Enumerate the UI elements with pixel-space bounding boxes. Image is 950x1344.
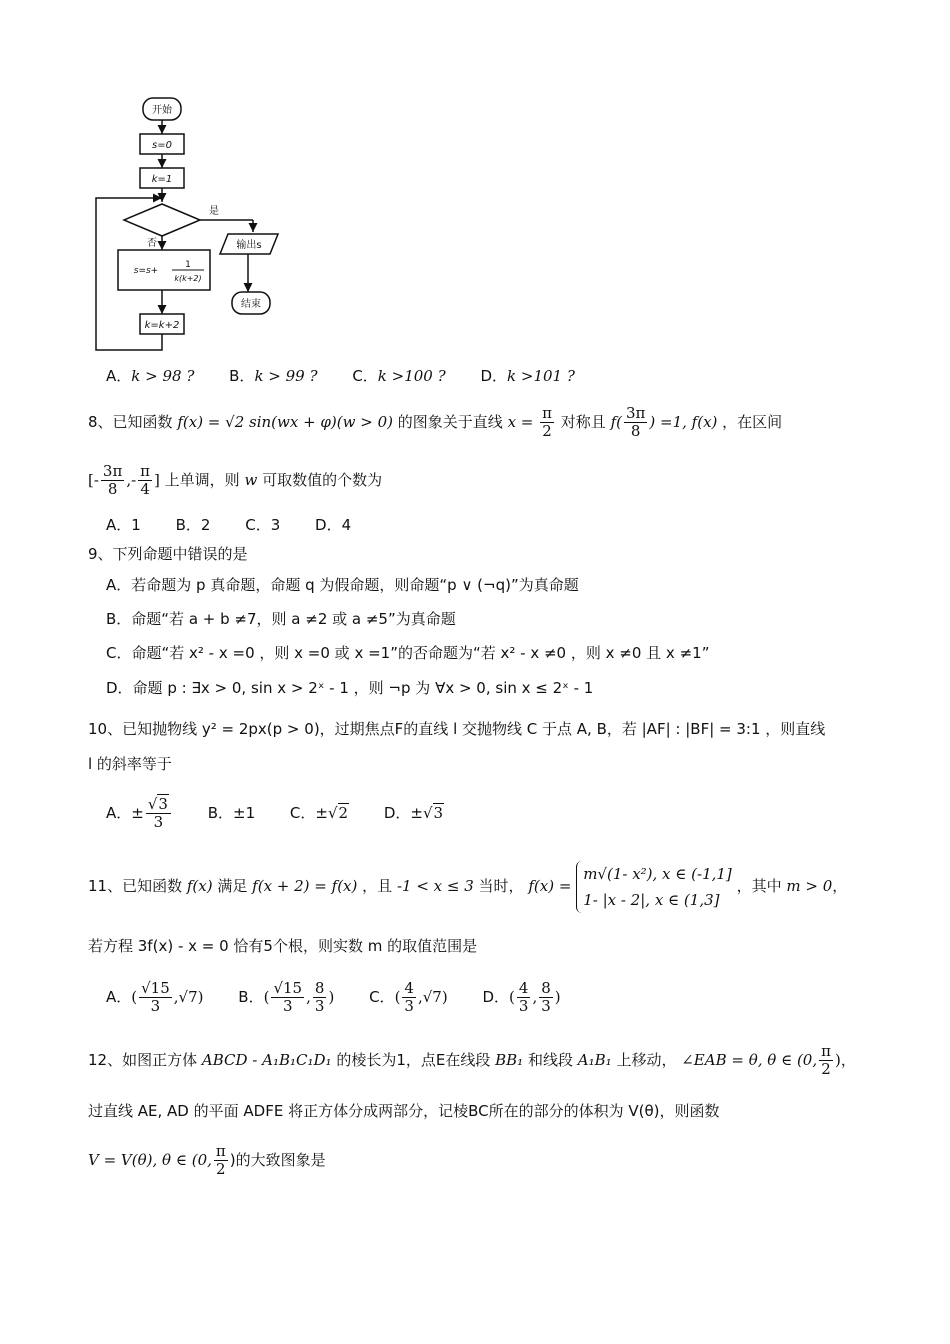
q9-option-d: D．命题 p : ∃x > 0, sin x > 2ˣ - 1 ，则 ¬p 为 ∀x > 0, sin x ≤ 2ˣ - 1 — [106, 679, 594, 697]
q8-interval-close: ] — [154, 471, 160, 489]
q8-prefix: 8、已知函数 — [88, 413, 173, 431]
q11-option-c: C．( $\frac{4}{3}$ ,√7) — [369, 979, 448, 1015]
q12-v-func: V = V(θ), θ ∈ (0, — [88, 1151, 212, 1169]
q12-text-d: 上移动， — [616, 1051, 677, 1069]
flow-update-k-text: k=k+2 — [144, 320, 180, 331]
q8-text1: 的图象关于直线 — [397, 413, 503, 431]
q11-options — [106, 972, 591, 1022]
q7-option-b-expr: k > 99 ? — [254, 367, 318, 385]
q10-option-a: A．± $\frac{√3}{3}$ — [106, 788, 173, 838]
q11-mid4: ，其中 — [736, 877, 782, 895]
q10-options — [106, 788, 474, 838]
q8-stem-line2 — [88, 458, 382, 502]
q8-option-c: C．3 — [245, 516, 281, 534]
q12-frac-pi-2b: $\frac{\pi}{2}$ — [215, 1142, 226, 1178]
q11-stem-line1: 11、已知函数 f(x) 满足 f(x + 2) = f(x) ，且 -1 < x ≤ 3 当时， f(x) = m√(1- x²), x ∈ (-1,1] 1- |x - 2|, x ∈ (1,3] ，其中 m > 0， — [88, 856, 847, 916]
q12-stem-line1: 12、如图正方体 ABCD - A₁B₁C₁D₁ 的棱长为1，点E在线段 BB₁ 和线段 A₁B₁ 上移动， ∠EAB = θ, θ ∈ (0, $\frac{\pi}{2}$ )， — [88, 1042, 856, 1078]
q8-text4: 上单调，则 — [164, 471, 240, 489]
q11-option-d: D．( $\frac{4}{3}$ , $\frac{8}{3}$ ) — [482, 979, 561, 1015]
q8-text3: ，在区间 — [722, 413, 783, 431]
flow-start-text: 开始 — [152, 105, 172, 116]
flow-update-s-prefix: s=s+ — [133, 266, 159, 276]
q11-case1: m√(1- x²), x ∈ (-1,1] — [583, 864, 732, 883]
q8-interval-open: [- — [88, 471, 99, 489]
q9-option-a: A．若命题为 p 真命题，命题 q 为假命题，则命题“p ∨ (¬q)”为真命题 — [106, 576, 579, 594]
q12-prefix: 12、如图正方体 — [88, 1051, 198, 1069]
flow-end-text: 结束 — [241, 299, 261, 310]
q10-option-d: D．±√3 — [383, 804, 444, 822]
q12-frac-pi-2: $\frac{\pi}{2}$ — [821, 1042, 831, 1078]
q8-f-post: ) =1, f(x) — [649, 413, 718, 431]
q8-function: f(x) = √2 sin(wx + φ)(w > 0) — [177, 413, 393, 431]
q8-frac-3pi-8b: $\frac{3\pi}{8}$ — [102, 462, 123, 498]
q7-option-c-expr: k >100 ? — [377, 367, 446, 385]
q8-frac-pi-2: $\frac{\pi}{2}$ — [542, 404, 552, 440]
flow-update-s-num: 1 — [185, 260, 191, 270]
flow-decision — [124, 204, 200, 236]
q8-text5: 可取数值的个数为 — [262, 471, 383, 489]
q11-stem-line2: 若方程 3f(x) - x = 0 恰有5个根，则实数 m 的取值范围是 — [88, 937, 478, 955]
q8-frac-pi-4: $\frac{\pi}{4}$ — [140, 462, 151, 498]
q10-stem-line1: 10、已知抛物线 y² = 2px(p > 0)，过期焦点F的直线 l 交抛物线 C 于点 A, B，若 |AF| : |BF| = 3:1 ，则直线 — [88, 720, 826, 738]
q7-options — [106, 365, 605, 387]
q12-a1b1: A₁B₁ — [577, 1051, 612, 1069]
q12-text-b: 的棱长为1，点E在线段 — [336, 1051, 491, 1069]
q8-interval-sep: ,- — [126, 471, 137, 489]
flowchart — [88, 92, 388, 372]
q9-title: 9、下列命题中错误的是 — [88, 545, 248, 563]
q7-option-d-expr: k >101 ? — [507, 367, 575, 385]
q8-option-a: A．1 — [106, 516, 141, 534]
q11-option-a: A．( $\frac{√15}{3}$ ,√7) — [106, 979, 204, 1015]
q11-piecewise — [576, 861, 732, 913]
q8-stem-line1 — [88, 400, 782, 444]
q8-w: w — [244, 471, 258, 489]
flow-no-label: 否 — [147, 238, 157, 249]
q11-case2: 1- |x - 2|, x ∈ (1,3] — [583, 890, 720, 909]
q10-stem-line2: l 的斜率等于 — [88, 755, 172, 773]
q11-option-b: B．( $\frac{√15}{3}$ , $\frac{8}{3}$ ) — [238, 979, 335, 1015]
q8-f-pre: f( — [610, 413, 622, 431]
q10-option-b: B．±1 — [207, 804, 256, 822]
q8-option-d: D．4 — [315, 516, 352, 534]
q7-option-c-label: C． — [352, 367, 378, 385]
q8-frac-3pi-8: $\frac{3\pi}{8}$ — [625, 404, 646, 440]
flow-init-k-text: k=1 — [151, 174, 173, 185]
q11-m-cond: m > 0 — [786, 877, 833, 895]
q8-text2: 对称且 — [560, 413, 606, 431]
q11-f3: f(x) = — [528, 877, 572, 895]
q7-option-a-expr: k > 98 ? — [131, 367, 195, 385]
q12-stem-line3 — [88, 1138, 326, 1182]
q11-mid3: 当时， — [478, 877, 524, 895]
flow-update-s-den: k(k+2) — [174, 274, 202, 283]
flow-init-s-text: s=0 — [152, 140, 172, 151]
q12-bb1: BB₁ — [495, 1051, 524, 1069]
flow-output-text: 输出s — [236, 240, 262, 251]
q11-mid1: 满足 — [217, 877, 248, 895]
q9-option-c: C．命题“若 x² - x =0 ，则 x =0 或 x =1”的否命题为“若 x² - x ≠0 ，则 x ≠0 且 x ≠1” — [106, 644, 710, 662]
q8-options — [106, 514, 381, 536]
q7-option-b-label: B． — [229, 367, 255, 385]
q9-option-b: B．命题“若 a + b ≠7，则 a ≠2 或 a ≠5”为真命题 — [106, 610, 456, 628]
flow-yes-label: 是 — [209, 206, 219, 217]
q10-option-c: C．±√2 — [289, 804, 349, 822]
q12-text-c: 和线段 — [527, 1051, 573, 1069]
q11-cond: -1 < x ≤ 3 — [396, 877, 474, 895]
q12-stem-line2: 过直线 AE, AD 的平面 ADFE 将正方体分成两部分，记棱BC所在的部分的体积为 V(θ)，则函数 — [88, 1102, 720, 1120]
q8-x-eq: x = — [507, 413, 534, 431]
q12-cube: ABCD - A₁B₁C₁D₁ — [201, 1051, 332, 1069]
q7-option-a-label: A． — [106, 367, 132, 385]
q7-option-d-label: D． — [480, 367, 508, 385]
q11-f2: f(x + 2) = f(x) — [252, 877, 358, 895]
q11-f1: f(x) — [186, 877, 213, 895]
q12-angle: ∠EAB = θ, θ ∈ (0, — [681, 1051, 818, 1069]
q11-prefix: 11、已知函数 — [88, 877, 183, 895]
q8-option-b: B．2 — [175, 516, 211, 534]
q11-mid2: ，且 — [362, 877, 393, 895]
q12-tail: )的大致图象是 — [229, 1151, 326, 1169]
